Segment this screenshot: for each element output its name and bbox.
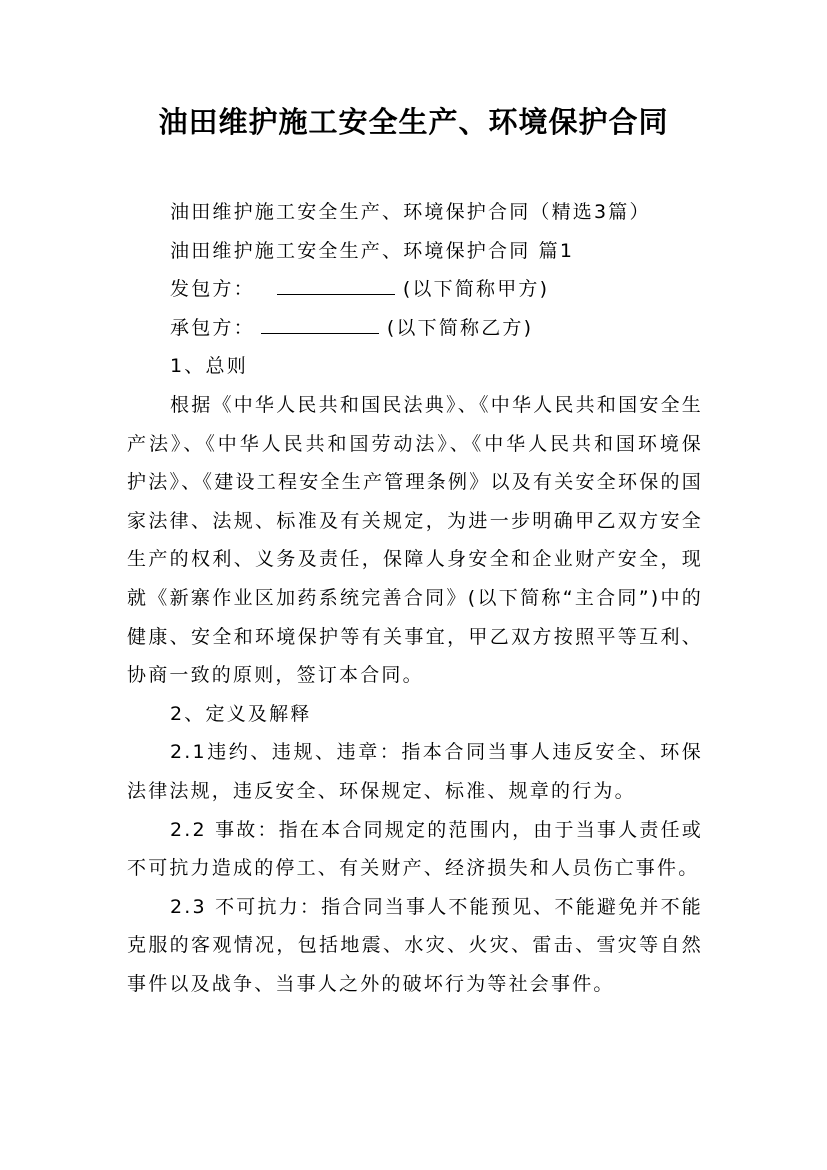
section-1-paragraph: 根据《中华人民共和国民法典》、《中华人民共和国安全生产法》、《中华人民共和国劳动法》、《中华人民共和国环境保护法》、《建设工程安全生产管理条例》以及有关安全环保的国家法律、法规、标准及有关规定，为进一步明确甲乙双方安全生产的权利、义务及责任，保障人身安全和企业财产安全，现就《新寨作业区加药系统完善合同》(以下简称“主合同”)中的健康、安全和环境保护等有关事宜，甲乙双方按照平等互利、协商一致的原则，签订本合同。: [127, 393, 703, 687]
party-a-blank: [277, 276, 395, 295]
part-heading: 油田维护施工安全生产、环境保护合同 篇1: [170, 239, 575, 262]
party-b-note: (以下简称乙方): [386, 316, 534, 339]
subtitle: 油田维护施工安全生产、环境保护合同（精选3篇）: [170, 201, 651, 223]
party-b-line: [127, 309, 703, 348]
paragraph-2-1: 2.1违约、违规、违章：指本合同当事人违反安全、环保法律法规，违反安全、环保规定、标准、规章的行为。: [127, 741, 703, 802]
paragraph-2-2: 2.2 事故：指在本合同规定的范围内，由于当事人责任或不可抗力造成的停工、有关财产、经济损失和人员伤亡事件。: [127, 818, 703, 880]
paragraph-2-3: 2.3 不可抗力：指合同当事人不能预见、不能避免并不能克服的客观情况，包括地震、水灾、火灾、雷击、雪灾等自然事件以及战争、当事人之外的破坏行为等社会事件。: [127, 895, 703, 995]
document-title: 油田维护施工安全生产、环境保护合同: [158, 105, 669, 139]
party-a-note: (以下简称甲方): [402, 278, 550, 301]
section-1-heading: 1、总则: [170, 355, 248, 378]
party-a-line: [127, 270, 703, 309]
party-a-label: 发包方：: [170, 278, 255, 301]
party-b-label: 承包方：: [170, 316, 255, 339]
party-b-blank: [261, 315, 379, 334]
document-body: [127, 193, 703, 1003]
section-2-heading: 2、定义及解释: [170, 702, 312, 725]
